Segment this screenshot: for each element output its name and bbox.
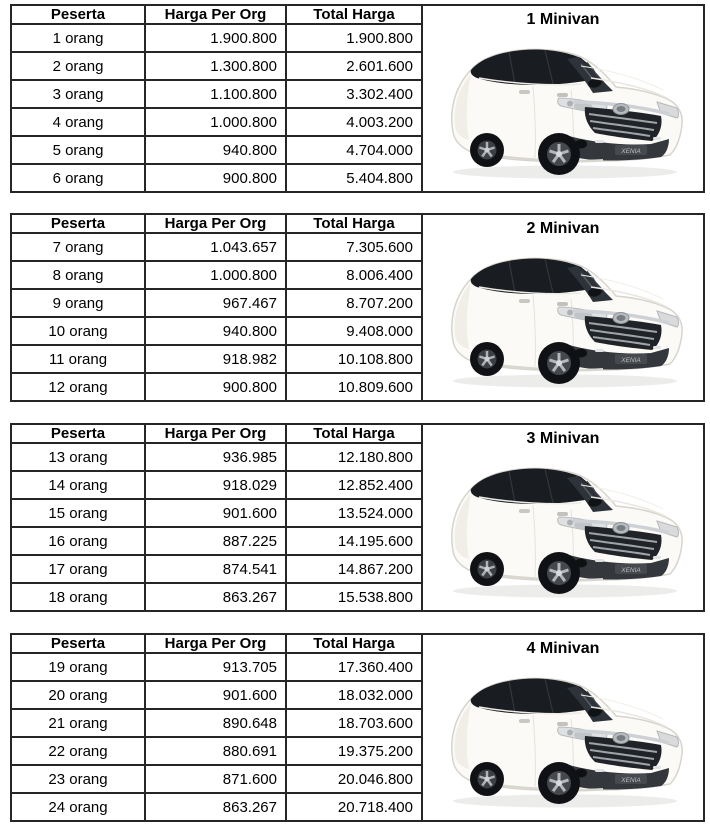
total-price-cell: 18.032.000 <box>286 681 422 709</box>
col-header-peserta: Peserta <box>11 634 145 653</box>
col-header-total-harga: Total Harga <box>286 424 422 443</box>
total-price-cell: 3.302.400 <box>286 80 422 108</box>
total-price-cell: 2.601.600 <box>286 52 422 80</box>
col-header-harga-per-org: Harga Per Org <box>145 214 286 233</box>
col-header-total-harga: Total Harga <box>286 5 422 24</box>
total-price-cell: 13.524.000 <box>286 499 422 527</box>
price-per-person-cell: 1.900.800 <box>145 24 286 52</box>
participants-cell: 24 orang <box>11 793 145 821</box>
total-price-cell: 12.852.400 <box>286 471 422 499</box>
price-per-person-cell: 900.800 <box>145 373 286 401</box>
participants-cell: 15 orang <box>11 499 145 527</box>
table-row <box>11 583 422 611</box>
header-row <box>11 634 422 653</box>
total-price-cell: 8.006.400 <box>286 261 422 289</box>
pricing-block-3 <box>10 423 705 612</box>
price-per-person-cell: 918.029 <box>145 471 286 499</box>
minivan-panel-1 <box>423 4 705 193</box>
price-per-person-cell: 1.043.657 <box>145 233 286 261</box>
table-row <box>11 52 422 80</box>
header-row <box>11 5 422 24</box>
total-price-cell: 5.404.800 <box>286 164 422 192</box>
participants-cell: 9 orang <box>11 289 145 317</box>
participants-cell: 13 orang <box>11 443 145 471</box>
pricing-block-2 <box>10 213 705 402</box>
table-row <box>11 499 422 527</box>
price-table-2 <box>10 213 423 402</box>
total-price-cell: 7.305.600 <box>286 233 422 261</box>
participants-cell: 22 orang <box>11 737 145 765</box>
minivan-panel-2 <box>423 213 705 402</box>
price-per-person-cell: 901.600 <box>145 499 286 527</box>
price-table-3 <box>10 423 423 612</box>
participants-cell: 12 orang <box>11 373 145 401</box>
participants-cell: 7 orang <box>11 233 145 261</box>
header-row <box>11 214 422 233</box>
total-price-cell: 14.867.200 <box>286 555 422 583</box>
minivan-photo <box>423 635 703 820</box>
table-row <box>11 24 422 52</box>
price-table-4 <box>10 633 423 822</box>
col-header-peserta: Peserta <box>11 424 145 443</box>
minivan-panel-3 <box>423 423 705 612</box>
participants-cell: 5 orang <box>11 136 145 164</box>
price-per-person-cell: 901.600 <box>145 681 286 709</box>
col-header-total-harga: Total Harga <box>286 634 422 653</box>
price-per-person-cell: 936.985 <box>145 443 286 471</box>
table-row <box>11 136 422 164</box>
total-price-cell: 19.375.200 <box>286 737 422 765</box>
table-row <box>11 108 422 136</box>
participants-cell: 6 orang <box>11 164 145 192</box>
header-row <box>11 424 422 443</box>
participants-cell: 3 orang <box>11 80 145 108</box>
col-header-harga-per-org: Harga Per Org <box>145 5 286 24</box>
price-per-person-cell: 863.267 <box>145 793 286 821</box>
table-row <box>11 709 422 737</box>
table-row <box>11 653 422 681</box>
total-price-cell: 4.704.000 <box>286 136 422 164</box>
table-row <box>11 765 422 793</box>
total-price-cell: 12.180.800 <box>286 443 422 471</box>
total-price-cell: 17.360.400 <box>286 653 422 681</box>
participants-cell: 18 orang <box>11 583 145 611</box>
price-per-person-cell: 918.982 <box>145 345 286 373</box>
col-header-peserta: Peserta <box>11 5 145 24</box>
participants-cell: 2 orang <box>11 52 145 80</box>
minivan-photo <box>423 6 703 191</box>
minivan-count-title: 4 Minivan <box>526 640 600 657</box>
price-per-person-cell: 913.705 <box>145 653 286 681</box>
table-row <box>11 289 422 317</box>
table-row <box>11 345 422 373</box>
table-row <box>11 737 422 765</box>
total-price-cell: 10.809.600 <box>286 373 422 401</box>
total-price-cell: 20.046.800 <box>286 765 422 793</box>
table-row <box>11 80 422 108</box>
table-row <box>11 443 422 471</box>
table-row <box>11 681 422 709</box>
participants-cell: 1 orang <box>11 24 145 52</box>
table-row <box>11 164 422 192</box>
total-price-cell: 14.195.600 <box>286 527 422 555</box>
table-row <box>11 793 422 821</box>
participants-cell: 19 orang <box>11 653 145 681</box>
minivan-count-title: 3 Minivan <box>526 430 600 447</box>
price-per-person-cell: 940.800 <box>145 317 286 345</box>
minivan-photo <box>423 215 703 400</box>
col-header-total-harga: Total Harga <box>286 214 422 233</box>
participants-cell: 14 orang <box>11 471 145 499</box>
price-per-person-cell: 1.000.800 <box>145 108 286 136</box>
price-per-person-cell: 871.600 <box>145 765 286 793</box>
col-header-peserta: Peserta <box>11 214 145 233</box>
col-header-harga-per-org: Harga Per Org <box>145 634 286 653</box>
minivan-count-title: 1 Minivan <box>526 11 600 28</box>
table-row <box>11 527 422 555</box>
price-per-person-cell: 900.800 <box>145 164 286 192</box>
table-row <box>11 261 422 289</box>
participants-cell: 17 orang <box>11 555 145 583</box>
price-per-person-cell: 863.267 <box>145 583 286 611</box>
participants-cell: 11 orang <box>11 345 145 373</box>
table-row <box>11 373 422 401</box>
price-per-person-cell: 880.691 <box>145 737 286 765</box>
col-header-harga-per-org: Harga Per Org <box>145 424 286 443</box>
total-price-cell: 18.703.600 <box>286 709 422 737</box>
price-per-person-cell: 874.541 <box>145 555 286 583</box>
participants-cell: 16 orang <box>11 527 145 555</box>
minivan-count-title: 2 Minivan <box>526 220 600 237</box>
participants-cell: 8 orang <box>11 261 145 289</box>
participants-cell: 4 orang <box>11 108 145 136</box>
total-price-cell: 20.718.400 <box>286 793 422 821</box>
table-row <box>11 471 422 499</box>
table-row <box>11 555 422 583</box>
table-row <box>11 317 422 345</box>
price-per-person-cell: 940.800 <box>145 136 286 164</box>
total-price-cell: 8.707.200 <box>286 289 422 317</box>
participants-cell: 20 orang <box>11 681 145 709</box>
total-price-cell: 1.900.800 <box>286 24 422 52</box>
price-per-person-cell: 1.100.800 <box>145 80 286 108</box>
minivan-photo <box>423 425 703 610</box>
total-price-cell: 15.538.800 <box>286 583 422 611</box>
price-per-person-cell: 1.300.800 <box>145 52 286 80</box>
total-price-cell: 9.408.000 <box>286 317 422 345</box>
price-per-person-cell: 967.467 <box>145 289 286 317</box>
total-price-cell: 4.003.200 <box>286 108 422 136</box>
participants-cell: 10 orang <box>11 317 145 345</box>
minivan-panel-4 <box>423 633 705 822</box>
participants-cell: 21 orang <box>11 709 145 737</box>
price-table-1 <box>10 4 423 193</box>
price-per-person-cell: 1.000.800 <box>145 261 286 289</box>
participants-cell: 23 orang <box>11 765 145 793</box>
price-per-person-cell: 887.225 <box>145 527 286 555</box>
pricing-block-4 <box>10 633 705 822</box>
price-per-person-cell: 890.648 <box>145 709 286 737</box>
total-price-cell: 10.108.800 <box>286 345 422 373</box>
table-row <box>11 233 422 261</box>
pricing-block-1 <box>10 4 705 193</box>
